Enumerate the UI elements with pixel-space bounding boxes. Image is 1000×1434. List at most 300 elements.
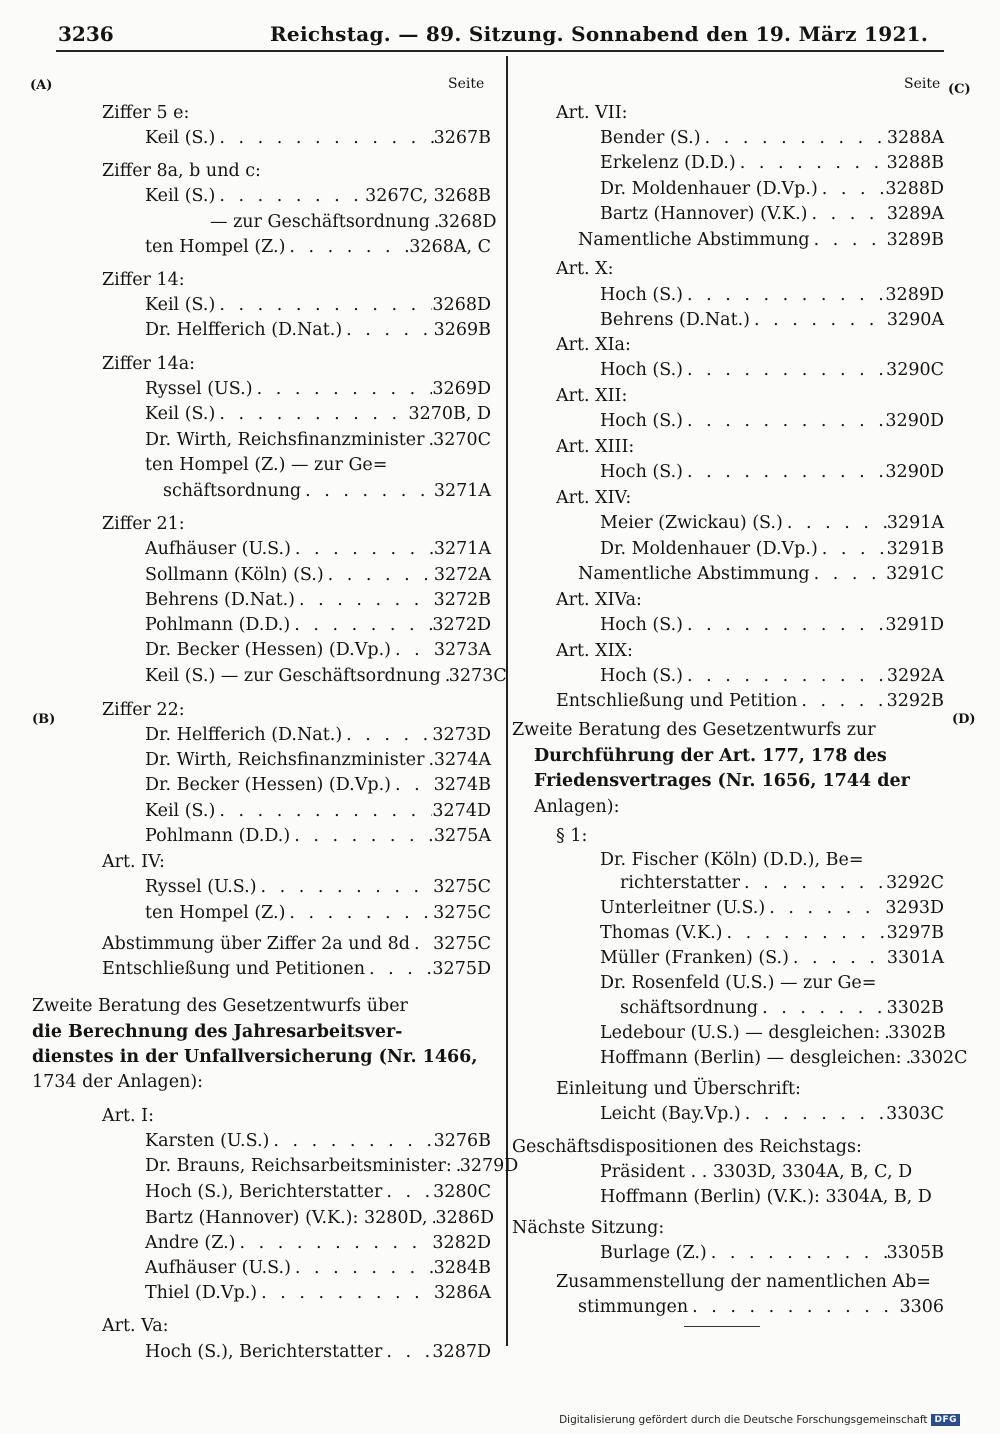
entry-label: Art. I: (102, 1106, 154, 1126)
page-ref: 3271A (433, 481, 491, 501)
page-ref: 3274B (433, 775, 491, 795)
column-divider (506, 56, 508, 1346)
page-ref: 3291D (885, 615, 944, 635)
page-ref: 3291A (886, 513, 944, 533)
left-entry (145, 1281, 491, 1306)
dot-leader (741, 1102, 886, 1127)
entry-label: Keil (S.) (145, 801, 216, 821)
dot-leader (797, 689, 886, 714)
entry-label: Art. XIX: (556, 641, 633, 661)
right-entry (600, 1021, 944, 1046)
margin-mark-d: (D) (952, 712, 976, 727)
left-entry (145, 1340, 491, 1365)
entry-label: Ziffer 5 e: (102, 103, 190, 123)
page-ref: 3286A (433, 1283, 491, 1303)
dot-leader (215, 799, 432, 824)
entry-label: 1734 der Anlagen): (32, 1072, 204, 1092)
dot-leader (441, 664, 449, 689)
page-ref: 3275C (433, 934, 491, 954)
dot-leader (818, 537, 887, 562)
page-number: 3236 (58, 22, 114, 46)
dot-leader (758, 996, 886, 1021)
left-entry (145, 1256, 491, 1281)
dot-leader (253, 377, 433, 402)
page-ref: 3302B (888, 1023, 946, 1043)
left-entry (145, 402, 491, 427)
entry-label: Pohlmann (D.D.) (145, 615, 291, 635)
entry-label: Aufhäuser (U.S.) (145, 1258, 291, 1278)
entry-label: die Berechnung des Jahresarbeitsver- (32, 1022, 403, 1042)
left-entry (102, 850, 165, 875)
left-entry (145, 799, 491, 824)
end-rule (684, 1326, 760, 1327)
entry-label: Nächste Sitzung: (512, 1218, 665, 1238)
page-ref: 3292B (886, 691, 944, 711)
entry-label: dienstes in der Unfallversicherung (Nr. 1466, (32, 1047, 478, 1067)
entry-label: schäftsordnung (163, 481, 302, 501)
entry-label: Art. IV: (102, 852, 165, 872)
page-ref: 3275D (432, 959, 491, 979)
page-ref: 3306 (899, 1297, 944, 1317)
left-entry (32, 1020, 402, 1045)
page-ref: 3290D (885, 462, 944, 482)
right-entry (556, 101, 628, 126)
page-ref: 3282D (432, 1233, 491, 1253)
right-entry (600, 946, 944, 971)
right-entry (534, 744, 887, 769)
entry-label: Dr. Rosenfeld (U.S.) — zur Ge= (600, 973, 877, 993)
entry-label: Hoch (S.) (600, 615, 684, 635)
right-entry (578, 1295, 944, 1320)
dot-leader (683, 358, 886, 383)
left-entry (145, 588, 491, 613)
right-entry (512, 1216, 664, 1241)
right-entry (600, 460, 944, 485)
dot-leader (215, 402, 408, 427)
right-entry (556, 588, 642, 613)
page-ref: 3271A (433, 539, 491, 559)
dot-leader (291, 1256, 434, 1281)
page-ref: 3280C (433, 1182, 491, 1202)
dot-leader (342, 723, 432, 748)
entry-label: Art. XIa: (556, 335, 631, 355)
entry-label: Keil (S.) (145, 186, 216, 206)
right-entry (600, 921, 944, 946)
left-entry (145, 613, 491, 638)
dot-leader (215, 126, 433, 151)
entry-label: ten Hompel (Z.) — zur Ge= (145, 455, 388, 475)
page-ref: 3274D (432, 801, 491, 821)
entry-label: Bender (S.) (600, 128, 701, 148)
dot-leader (789, 946, 887, 971)
right-entry (600, 664, 944, 689)
page-ref: 3270B, D (408, 404, 491, 424)
entry-label: Zusammenstellung der namentlichen Ab= (556, 1272, 931, 1292)
running-title: Reichstag. — 89. Sitzung. Sonnabend den 19. März 1921. (270, 22, 929, 46)
right-entry (600, 537, 944, 562)
right-entry (600, 409, 944, 434)
page-ref: 3305B (886, 1243, 944, 1263)
entry-label: Keil (S.) (145, 128, 216, 148)
page-ref: 3267C, 3268B (365, 186, 491, 206)
dot-leader (257, 1281, 434, 1306)
dot-leader (808, 202, 887, 227)
dot-leader (425, 428, 434, 453)
left-entry (102, 957, 491, 982)
entry-label: Karsten (U.S.) (145, 1131, 270, 1151)
dot-leader (290, 613, 432, 638)
page-ref: 3273D (432, 725, 491, 745)
left-entry (210, 210, 497, 235)
dfg-logo: DFG (931, 1414, 960, 1426)
left-entry (145, 563, 491, 588)
left-entry (145, 184, 491, 209)
dot-leader (430, 210, 438, 235)
right-entry (600, 1102, 944, 1127)
right-entry (600, 848, 864, 873)
entry-label: Ledebour (U.S.) — desgleichen: (600, 1023, 881, 1043)
right-entry (600, 283, 944, 308)
left-entry (145, 723, 491, 748)
left-entry (145, 126, 491, 151)
entry-label: Thiel (D.Vp.) (145, 1283, 258, 1303)
dot-leader (382, 1180, 433, 1205)
dot-leader (902, 1046, 910, 1071)
dot-leader (391, 773, 434, 798)
entry-label: Dr. Moldenhauer (D.Vp.) (600, 179, 818, 199)
dot-leader (707, 1241, 887, 1266)
running-header (58, 22, 970, 48)
page-ref: 3289A (886, 204, 944, 224)
dot-leader (427, 1206, 435, 1231)
entry-label: Andre (Z.) (145, 1233, 236, 1253)
dot-leader (880, 1021, 888, 1046)
page-ref: 3268D (437, 212, 497, 232)
dot-leader (810, 562, 886, 587)
dot-leader (818, 177, 886, 202)
entry-label: Dr. Helfferich (D.Nat.) (145, 725, 343, 745)
page-ref: 3268A, C (409, 237, 491, 257)
dot-leader (750, 308, 887, 333)
page-ref: 3293D (885, 898, 944, 918)
entry-label: Art. X: (556, 259, 614, 279)
left-entry (32, 1045, 477, 1070)
right-entry (578, 228, 944, 253)
entry-label: richterstatter (620, 873, 741, 893)
entry-label: Namentliche Abstimmung (578, 564, 810, 584)
right-entry (556, 689, 944, 714)
entry-label: Bartz (Hannover) (V.K.): 3280D, (145, 1208, 428, 1228)
entry-label: Hoffmann (Berlin) (V.K.): 3304A, B, D (600, 1187, 932, 1207)
entry-label: Unterleitner (U.S.) (600, 898, 766, 918)
entry-label: Hoch (S.) (600, 411, 684, 431)
page-ref: 3276B (433, 1131, 491, 1151)
dot-leader (765, 896, 885, 921)
page-ref: 3287D (432, 1342, 491, 1362)
right-entry (600, 613, 944, 638)
page-ref: 3289B (886, 230, 944, 250)
page-ref: 3303C (886, 1104, 944, 1124)
dot-leader (683, 409, 885, 434)
page-ref: 3274A (433, 750, 491, 770)
page-ref: 3279D (459, 1156, 519, 1176)
footer-credit: Digitalisierung gefördert durch die Deutsche Forschungsgemeinschaft (559, 1414, 928, 1426)
left-entry (145, 453, 387, 478)
entry-label: Dr. Becker (Hessen) (D.Vp.) (145, 775, 391, 795)
page-ref: 3284B (433, 1258, 491, 1278)
right-entry (600, 896, 944, 921)
seite-label-left: Seite (448, 76, 485, 92)
left-entry (102, 1314, 169, 1339)
entry-label: Aufhäuser (U.S.) (145, 539, 291, 559)
left-entry (32, 1070, 203, 1095)
page-ref: 3275C (433, 903, 491, 923)
entry-label: Erkelenz (D.D.) (600, 153, 736, 173)
entry-label: Hoch (S.), Berichterstatter (145, 1342, 383, 1362)
entry-label: Dr. Helfferich (D.Nat.) (145, 320, 343, 340)
left-entry (163, 479, 491, 504)
dot-leader (783, 511, 887, 536)
entry-label: Müller (Franken) (S.) (600, 948, 789, 968)
right-entry (600, 1241, 944, 1266)
dot-leader (342, 318, 433, 343)
left-entry (145, 1231, 491, 1256)
right-entry (600, 308, 944, 333)
dot-leader (425, 748, 434, 773)
dot-leader (324, 563, 434, 588)
right-entry (534, 795, 620, 820)
entry-label: Präsident . . 3303D, 3304A, B, C, D (600, 1162, 913, 1182)
entry-label: Dr. Becker (Hessen) (D.Vp.) (145, 640, 391, 660)
left-entry (145, 901, 491, 926)
dot-leader (365, 957, 432, 982)
entry-label: Hoch (S.) (600, 462, 684, 482)
page-ref: 3275C (433, 877, 491, 897)
dot-leader (683, 283, 885, 308)
entry-label: Art. XIVa: (556, 590, 642, 610)
left-entry (145, 318, 491, 343)
page-ref: 3269D (432, 379, 491, 399)
dot-leader (257, 875, 434, 900)
entry-label: Dr. Wirth, Reichsfinanzminister (145, 750, 425, 770)
left-entry (145, 428, 491, 453)
entry-label: Zweite Beratung des Gesetzentwurfs über (32, 996, 408, 1016)
entry-label: Entschließung und Petitionen (102, 959, 366, 979)
left-entry (102, 159, 261, 184)
entry-label: Ryssel (U.S.) (145, 877, 257, 897)
left-entry (145, 664, 507, 689)
right-entry (600, 151, 944, 176)
left-entry (145, 1129, 491, 1154)
page-ref: 3275A (433, 826, 491, 846)
entry-label: Geschäftsdispositionen des Reichstags: (512, 1137, 862, 1157)
dot-leader (295, 588, 434, 613)
page-ref: 3289D (885, 285, 944, 305)
right-entry (556, 435, 634, 460)
left-entry (145, 235, 491, 260)
right-entry (556, 384, 627, 409)
dot-leader (701, 126, 887, 151)
entry-label: Friedensvertrages (Nr. 1656, 1744 der (534, 771, 910, 791)
entry-label: Namentliche Abstimmung (578, 230, 810, 250)
right-entry (600, 126, 944, 151)
right-entry (556, 257, 614, 282)
entry-label: Thomas (V.K.) (600, 923, 723, 943)
entry-label: Keil (S.) — zur Geschäftsordnung (145, 666, 441, 686)
page-ref: 3268D (432, 295, 491, 315)
dot-leader (290, 824, 434, 849)
right-entry (600, 1185, 932, 1210)
entry-label: Hoch (S.) (600, 360, 684, 380)
entry-label: Hoffmann (Berlin) — desgleichen: (600, 1048, 902, 1068)
page-ref: 3270C (433, 430, 491, 450)
right-entry (600, 358, 944, 383)
entry-label: Art. XII: (556, 386, 628, 406)
entry-label: Ziffer 8a, b und c: (102, 161, 261, 181)
left-entry (102, 698, 185, 723)
right-entry (600, 177, 944, 202)
entry-label: Behrens (D.Nat.) (600, 310, 750, 330)
entry-label: Pohlmann (D.D.) (145, 826, 291, 846)
page-ref: 3288B (886, 153, 944, 173)
page-ref: 3286D (435, 1208, 495, 1228)
entry-label: § 1: (556, 826, 588, 846)
left-entry (102, 512, 185, 537)
page-ref: 3272D (432, 615, 491, 635)
left-entry (145, 1154, 519, 1179)
dot-leader (736, 151, 887, 176)
dot-leader (452, 1154, 460, 1179)
margin-mark-b: (B) (32, 712, 56, 727)
entry-label: Durchführung der Art. 177, 178 des (534, 746, 887, 766)
dot-leader (722, 921, 886, 946)
left-entry (102, 101, 189, 126)
page-ref: 3269B (433, 320, 491, 340)
left-entry (145, 824, 491, 849)
right-entry (600, 1046, 968, 1071)
page-ref: 3291C (886, 564, 944, 584)
entry-label: schäftsordnung (620, 998, 759, 1018)
entry-label: ten Hompel (Z.) (145, 903, 286, 923)
right-entry (512, 1135, 862, 1160)
dot-leader (215, 184, 365, 209)
entry-label: Sollmann (Köln) (S.) (145, 565, 324, 585)
page-ref: 3292C (886, 873, 944, 893)
page-ref: 3273C (448, 666, 507, 686)
entry-label: ten Hompel (Z.) (145, 237, 286, 257)
page-ref: 3288A (886, 128, 944, 148)
dot-leader (285, 235, 409, 260)
left-entry (145, 773, 491, 798)
left-entry (102, 352, 195, 377)
right-entry (600, 511, 944, 536)
left-entry (145, 748, 491, 773)
entry-label: — zur Geschäftsordnung (210, 212, 430, 232)
entry-label: Bartz (Hannover) (V.K.) (600, 204, 808, 224)
left-entry (102, 268, 185, 293)
page-ref: 3273A (433, 640, 491, 660)
page-ref: 3288D (885, 179, 944, 199)
left-entry (145, 638, 491, 663)
seite-label-right: Seite (904, 76, 941, 92)
left-entry (145, 293, 491, 318)
dot-leader (683, 664, 887, 689)
entry-label: Art. VII: (556, 103, 628, 123)
entry-label: Hoch (S.) (600, 285, 684, 305)
page-ref: 3291B (886, 539, 944, 559)
dot-leader (301, 479, 434, 504)
entry-label: Burlage (Z.) (600, 1243, 707, 1263)
left-entry (32, 994, 408, 1019)
right-entry (600, 202, 944, 227)
margin-mark-c: (C) (948, 82, 971, 97)
entry-label: Art. XIII: (556, 437, 635, 457)
dot-leader (291, 537, 434, 562)
entry-label: Dr. Moldenhauer (D.Vp.) (600, 539, 818, 559)
dot-leader (382, 1340, 432, 1365)
dot-leader (285, 901, 433, 926)
entry-label: Entschließung und Petition (556, 691, 798, 711)
right-entry (556, 639, 633, 664)
dot-leader (269, 1129, 433, 1154)
right-entry (556, 1077, 801, 1102)
dot-leader (740, 871, 886, 896)
page-ref: 3290A (886, 310, 944, 330)
left-entry (102, 932, 491, 957)
entry-label: Hoch (S.), Berichterstatter (145, 1182, 383, 1202)
left-entry (102, 1104, 154, 1129)
entry-label: Dr. Fischer (Köln) (D.D.), Be= (600, 850, 864, 870)
left-entry (145, 377, 491, 402)
page-ref: 3272B (433, 590, 491, 610)
page-ref: 3272A (433, 565, 491, 585)
margin-mark-a: (A) (30, 78, 53, 93)
dot-leader (688, 1295, 899, 1320)
page-ref: 3302C (909, 1048, 968, 1068)
entry-label: Leicht (Bay.Vp.) (600, 1104, 741, 1124)
dot-leader (683, 460, 885, 485)
entry-label: Keil (S.) (145, 295, 216, 315)
right-entry (578, 562, 944, 587)
header-rule (56, 50, 944, 52)
entry-label: Art. Va: (102, 1316, 169, 1336)
entry-label: Abstimmung über Ziffer 2a und 8d (102, 934, 410, 954)
right-entry (556, 486, 631, 511)
page-ref: 3292A (886, 666, 944, 686)
right-entry (600, 971, 876, 996)
footer (559, 1414, 960, 1426)
entry-label: Einleitung und Überschrift: (556, 1079, 801, 1099)
entry-label: Zweite Beratung des Gesetzentwurfs zur (512, 720, 876, 740)
entry-label: Anlagen): (534, 797, 620, 817)
dot-leader (215, 293, 432, 318)
page-ref: 3301A (886, 948, 944, 968)
right-entry (600, 1160, 912, 1185)
right-entry (534, 769, 910, 794)
left-entry (145, 1206, 495, 1231)
dot-leader (391, 638, 434, 663)
right-entry (556, 824, 587, 849)
entry-label: Art. XIV: (556, 488, 632, 508)
dot-leader (810, 228, 887, 253)
entry-label: Behrens (D.Nat.) (145, 590, 295, 610)
entry-label: stimmungen (578, 1297, 689, 1317)
left-entry (145, 875, 491, 900)
entry-label: Dr. Brauns, Reichsarbeitsminister: (145, 1156, 452, 1176)
page-ref: 3297B (886, 923, 944, 943)
page-ref: 3290D (885, 411, 944, 431)
right-entry (556, 1270, 931, 1295)
